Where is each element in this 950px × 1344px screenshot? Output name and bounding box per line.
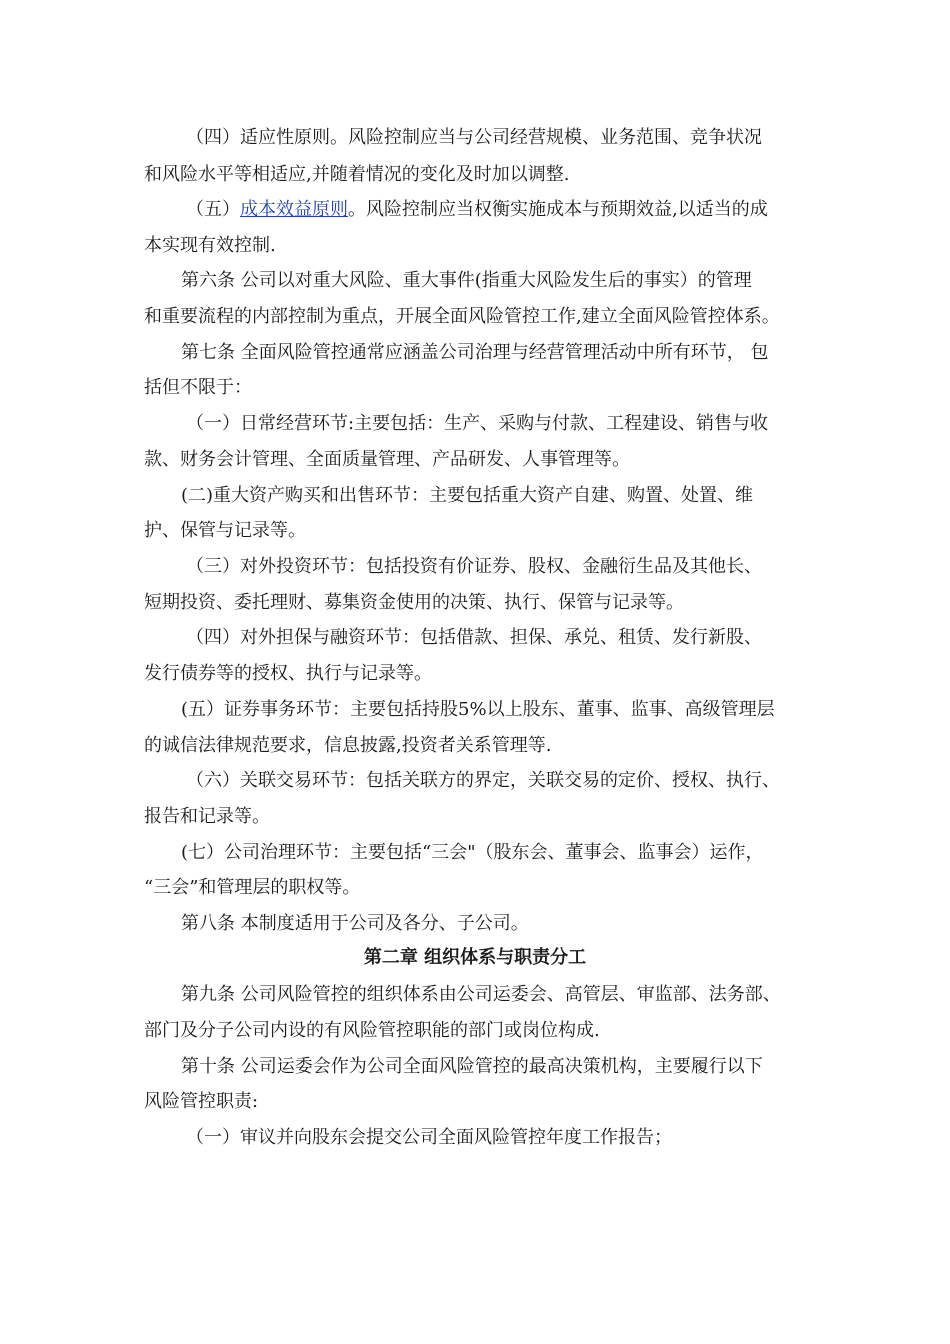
paragraph-line: (二)重大资产购买和出售环节：主要包括重大资产自建、购置、处置、维: [181, 485, 754, 506]
paragraph-line: 括但不限于：: [144, 377, 252, 398]
paragraph-line: 第十条 公司运委会作为公司全面风险管控的最高决策机构，主要履行以下: [181, 1056, 763, 1077]
paragraph-line: 风险管控职责:: [144, 1091, 259, 1112]
paragraph-line: 第七条 全面风险管控通常应涵盖公司治理与经营管理活动中所有环节， 包: [181, 342, 769, 363]
paragraph-line: （三）对外投资环节：包括投资有价证券、股权、金融衍生品及其他长、: [186, 556, 762, 577]
paragraph-line: （一）审议并向股东会提交公司全面风险管控年度工作报告；: [186, 1127, 672, 1148]
cost-benefit-link[interactable]: 成本效益原则: [240, 199, 348, 220]
paragraph-line: (五）证券事务环节：主要包括持股5%以上股东、董事、监事、高级管理层: [181, 699, 775, 720]
paragraph-line: 发行债券等的授权、执行与记录等。: [144, 663, 432, 684]
paragraph-line: 和重要流程的内部控制为重点，开展全面风险管控工作,建立全面风险管控体系。: [144, 306, 780, 327]
paragraph-line: 款、财务会计管理、全面质量管理、产品研发、人事管理等。: [144, 449, 630, 470]
line-prefix: （五）: [186, 199, 240, 220]
paragraph-line: 第六条 公司以对重大风险、重大事件(指重大风险发生后的事实）的管理: [181, 270, 752, 291]
paragraph-line: （一）日常经营环节:主要包括：生产、采购与付款、工程建设、销售与收: [186, 413, 769, 434]
paragraph-line: 部门及分子公司内设的有风险管控职能的部门或岗位构成.: [144, 1020, 600, 1041]
paragraph-line: 短期投资、委托理财、募集资金使用的决策、执行、保管与记录等。: [144, 592, 684, 613]
paragraph-line: （四）适应性原则。风险控制应当与公司经营规模、业务范围、竞争状况: [186, 127, 762, 148]
paragraph-line: 报告和记录等。: [144, 806, 270, 827]
paragraph-line: （四）对外担保与融资环节：包括借款、担保、承兑、租赁、发行新股、: [186, 627, 762, 648]
paragraph-line: 的诚信法律规范要求，信息披露,投资者关系管理等.: [144, 735, 552, 756]
paragraph-line: 和风险水平等相适应,并随着情况的变化及时加以调整.: [144, 164, 570, 185]
paragraph-line: 第九条 公司风险管控的组织体系由公司运委会、高管层、审监部、法务部、: [181, 984, 781, 1005]
paragraph-line: “三会”和管理层的职权等。: [144, 877, 361, 898]
paragraph-line: 第八条 本制度适用于公司及各分、子公司。: [181, 913, 529, 934]
paragraph-line: (七）公司治理环节：主要包括“三会"（股东会、董事会、监事会）运作，: [181, 842, 764, 863]
paragraph-line: （六）关联交易环节：包括关联方的界定，关联交易的定价、授权、执行、: [186, 770, 780, 791]
paragraph-line: 护、保管与记录等。: [144, 520, 306, 541]
paragraph-line: 本实现有效控制.: [144, 235, 276, 256]
line-suffix: 。风险控制应当权衡实施成本与预期效益,以适当的成: [348, 199, 768, 220]
paragraph-line: [186, 198, 768, 222]
chapter-heading: 第二章 组织体系与职责分工: [363, 947, 587, 968]
